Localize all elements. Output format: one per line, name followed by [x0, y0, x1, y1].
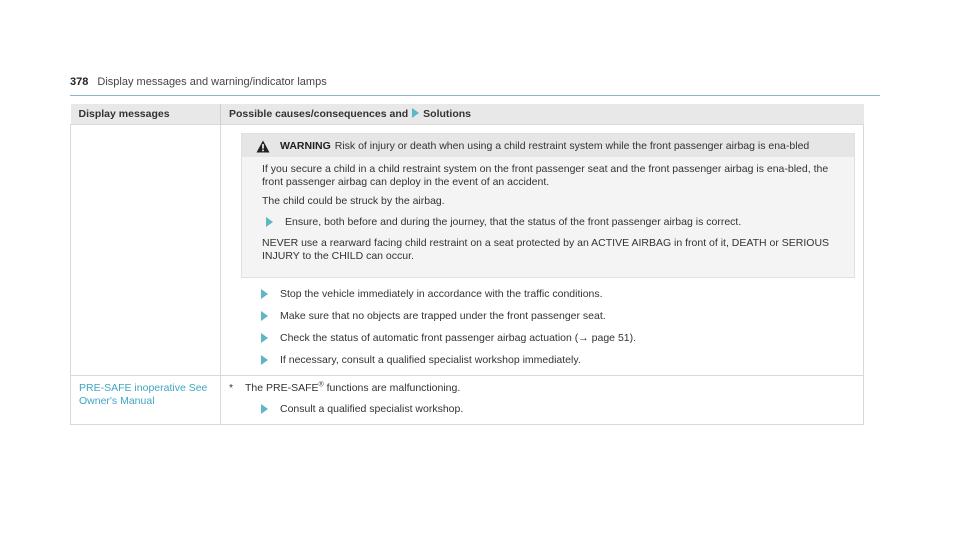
step-arrow-icon — [261, 289, 268, 299]
warning-label: WARNING — [280, 140, 331, 152]
step-arrow-icon — [261, 333, 268, 343]
solution-step-text: Check the status of automatic front passenger airbag actuation (→ page 51). — [280, 332, 637, 344]
solution-step — [257, 403, 855, 416]
causes-solutions-cell — [221, 376, 864, 425]
arrow-right-icon — [412, 108, 419, 118]
table-row — [71, 125, 864, 376]
column-header-causes: Possible causes/consequences and — [229, 107, 409, 120]
table-row — [71, 376, 864, 425]
step-arrow-icon — [266, 217, 273, 227]
warning-paragraph: If you secure a child in a child restraint system on the front passenger seat and the front passenger airbag is ena-bled, the front passenger airbag can deploy in the event of an accident. — [262, 163, 829, 188]
page-header — [70, 75, 880, 96]
causes-solutions-cell — [221, 125, 864, 376]
cause-suffix: functions are malfunctioning. — [323, 382, 461, 394]
warning-body — [242, 157, 854, 277]
solution-step — [257, 354, 855, 367]
display-messages-table — [70, 104, 864, 425]
step-arrow-icon — [261, 355, 268, 365]
column-header-solutions: Solutions — [423, 107, 472, 120]
display-message-cell — [71, 376, 221, 425]
warning-header — [242, 134, 854, 157]
page-number: 378 — [70, 76, 89, 88]
warning-paragraph: NEVER use a rearward facing child restraint on a seat protected by an ACTIVE AIRBAG in front of it, DEATH or SERIOUS INJURY to the CHILD can occur. — [262, 237, 830, 262]
warning-step — [262, 216, 842, 229]
step-arrow-icon — [261, 311, 268, 321]
solution-step-text: Consult a qualified specialist workshop. — [280, 403, 464, 415]
asterisk-marker: * — [229, 382, 234, 394]
warning-step-text: Ensure, both before and during the journey, that the status of the front passenger airbag is correct. — [285, 216, 742, 228]
column-header-causes-solutions — [221, 104, 864, 125]
solution-step-text: If necessary, consult a qualified specialist workshop immediately. — [280, 354, 581, 366]
solution-step — [257, 310, 855, 323]
solution-step — [257, 332, 855, 345]
display-message-cell — [71, 125, 221, 376]
solution-step-text: Stop the vehicle immediately in accordance with the traffic conditions. — [280, 288, 603, 300]
warning-triangle-icon — [256, 140, 270, 153]
solution-step-text: Make sure that no objects are trapped under the front passenger seat. — [280, 310, 606, 322]
cause-text — [245, 382, 460, 395]
display-message-pre-safe: PRE-SAFE inoperative See Owner's Manual — [79, 382, 208, 407]
warning-box — [241, 133, 855, 278]
page-title: Display messages and warning/indicator lamps — [97, 76, 327, 88]
warning-paragraph: The child could be struck by the airbag. — [262, 195, 445, 207]
table-header-row — [71, 104, 864, 125]
registered-mark: ® — [318, 381, 324, 389]
column-header-display-messages: Display messages — [71, 104, 221, 125]
step-arrow-icon — [261, 404, 268, 414]
warning-text: Risk of injury or death when using a child restraint system while the front passenger airbag is ena-bled — [334, 140, 810, 152]
cause-line — [229, 382, 855, 395]
cause-prefix: The PRE-SAFE — [245, 382, 319, 394]
solution-step — [257, 288, 855, 301]
